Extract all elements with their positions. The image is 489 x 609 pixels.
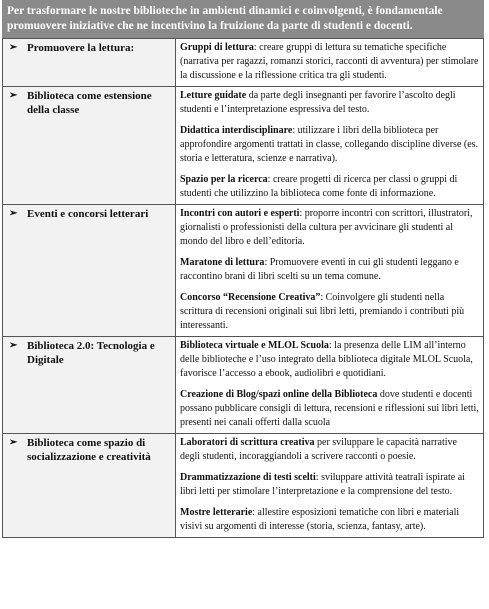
table-row <box>3 434 484 538</box>
initiative-title: Creazione di Blog/spazi online della Biblioteca <box>180 389 378 400</box>
initiative-description: : Coinvolgere gli studenti nella scrittura di recensioni originali sui libri letti, premiando i contributi più interessanti. <box>180 292 465 331</box>
initiative-paragraph <box>180 41 479 83</box>
initiative-description: da parte degli insegnanti per favorire l’ascolto degli studenti e l’interpretazione espressiva del testo. <box>180 90 456 115</box>
initiative-description: dove studenti e docenti possano pubblicare consigli di lettura, recensioni e riflessioni sui libri letti, presenti nei canali offerti dalla scuola <box>180 389 479 428</box>
initiative-title: Didattica interdisciplinare <box>180 125 293 136</box>
initiative-paragraph <box>180 388 479 430</box>
initiative-title: Laboratori di scrittura creativa <box>180 437 315 448</box>
row-label: Biblioteca 2.0: Tecnologia e Digitale <box>27 340 155 366</box>
initiative-paragraph <box>180 436 479 464</box>
initiative-description: : Promuovere eventi in cui gli studenti leggano e raccontino brani di libri scelti su un tema comune. <box>180 257 459 282</box>
row-label-cell <box>3 337 176 434</box>
initiative-description: : la presenza delle LIM all’interno delle biblioteche e l’uso integrato della biblioteca digitale MLOL Scuola, favorisce l’accesso a ebook, audiolibri e quotidiani. <box>180 340 473 379</box>
initiative-title: Mostre letterarie <box>180 507 253 518</box>
initiative-description: : creare progetti di ricerca per classi o gruppi di studenti che utilizzino la biblioteca come fonte di informazione. <box>180 174 458 199</box>
initiative-paragraph <box>180 89 479 117</box>
initiative-paragraph <box>180 173 479 201</box>
initiative-title: Concorso “Recensione Creativa” <box>180 292 321 303</box>
initiative-title: Gruppi di lettura <box>180 42 254 53</box>
table-row <box>3 39 484 87</box>
initiative-title: Drammatizzazione di testi scelti <box>180 472 316 483</box>
row-label: Biblioteca come spazio di socializzazione e creatività <box>27 437 151 463</box>
initiative-description: : allestire esposizioni tematiche con libri e materiali visivi su argomenti di interesse (storia, scienza, fantasy, arte). <box>180 507 460 532</box>
initiative-paragraph <box>180 291 479 333</box>
row-content-cell <box>176 434 484 538</box>
initiative-paragraph <box>180 207 479 249</box>
initiative-description: : sviluppare attività teatrali ispirate ai libri letti per stimolare l’interpretazione e la comprensione del testo. <box>180 472 465 497</box>
row-content-cell <box>176 87 484 205</box>
arrow-bullet-icon: ➢ <box>9 437 18 448</box>
row-label: Biblioteca come estensione della classe <box>27 90 152 116</box>
initiative-paragraph <box>180 124 479 166</box>
row-label-cell <box>3 205 176 337</box>
initiative-title: Biblioteca virtuale e MLOL Scuola <box>180 340 329 351</box>
arrow-bullet-icon: ➢ <box>9 42 18 53</box>
table-row <box>3 87 484 205</box>
initiative-title: Spazio per la ricerca <box>180 174 268 185</box>
row-label: Eventi e concorsi letterari <box>27 208 149 220</box>
initiative-description: : proporre incontri con scrittori, illustratori, giornalisti o professionisti della cultura per avvicinare gli studenti al mondo del libro e dell’editoria. <box>180 208 473 247</box>
row-content-cell <box>176 337 484 434</box>
row-content-cell <box>176 39 484 87</box>
arrow-bullet-icon: ➢ <box>9 340 18 351</box>
row-label-cell <box>3 434 176 538</box>
initiative-title: Letture guidate <box>180 90 247 101</box>
row-content-cell <box>176 205 484 337</box>
arrow-bullet-icon: ➢ <box>9 90 18 101</box>
row-label: Promuovere la lettura: <box>27 42 135 54</box>
initiative-paragraph <box>180 471 479 499</box>
initiative-paragraph <box>180 339 479 381</box>
initiative-description: per sviluppare le capacità narrative degli studenti, incoraggiandoli a scrivere racconti o poesie. <box>180 437 457 462</box>
intro-header: Per trasformare le nostre biblioteche in ambienti dinamici e coinvolgenti, è fondamentale promuovere iniziative che ne incentivino la fruizione da parte di studenti e docenti. <box>2 0 484 38</box>
arrow-bullet-icon: ➢ <box>9 208 18 219</box>
initiative-paragraph <box>180 256 479 284</box>
initiative-description: : utilizzare i libri della biblioteca per approfondire argomenti trattati in classe, collegando discipline diverse (es. storia e letteratura, scienze e narrativa). <box>180 125 479 164</box>
table-row <box>3 205 484 337</box>
initiative-title: Maratone di lettura <box>180 257 265 268</box>
table-row <box>3 337 484 434</box>
initiative-title: Incontri con autori e esperti <box>180 208 300 219</box>
initiative-paragraph <box>180 506 479 534</box>
initiatives-table-body <box>3 39 484 538</box>
row-label-cell <box>3 39 176 87</box>
row-label-cell <box>3 87 176 205</box>
initiative-description: : creare gruppi di lettura su tematiche specifiche (narrativa per ragazzi, romanzi storici, racconti di avventura) per stimolare la discussione e la riflessione critica tra gli studenti. <box>180 42 479 81</box>
initiatives-table <box>2 38 484 538</box>
